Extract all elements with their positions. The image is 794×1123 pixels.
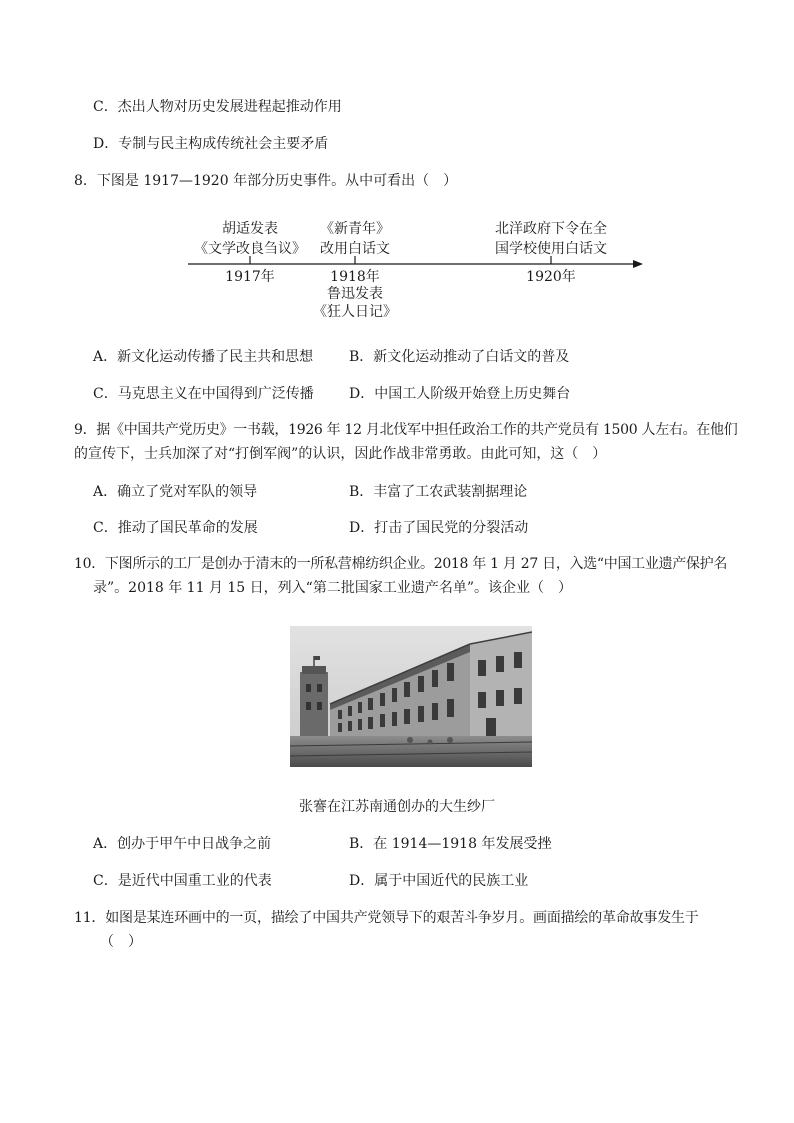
q8-option-d: D．中国工人阶级开始登上历史舞台: [349, 386, 571, 402]
q10-option-c: C．是近代中国重工业的代表: [93, 873, 272, 889]
event-xinqingnian-line2: 改用白话文: [320, 241, 390, 257]
q9-option-b: B．丰富了工农武装割据理论: [349, 484, 528, 500]
timeline-axis: [0, 0, 794, 330]
factory-photo: [290, 626, 532, 767]
q10-stem-line2: 录”。2018 年 11 月 15 日，列入“第二批国家工业遗产名单”。该企业（ ）: [93, 580, 572, 596]
year-1918-label: 1918年: [330, 269, 380, 285]
q10-stem-line1: 10．下图所示的工厂是创办于清末的一所私营棉纺织企业。2018 年 1 月 27 日，入选“中国工业遗产保护名: [74, 556, 728, 572]
q11-stem-line2: （ ）: [100, 934, 142, 950]
factory-photo-drawing: [290, 626, 532, 767]
event-hushi-line2: 《文学改良刍议》: [194, 241, 306, 257]
event-beiyang-line1: 北洋政府下令在全: [495, 221, 607, 237]
event-hushi-line1: 胡适发表: [222, 221, 278, 237]
event-xinqingnian-line1: 《新青年》: [320, 221, 390, 237]
factory-photo-caption: 张謇在江苏南通创办的大生纱厂: [299, 799, 495, 815]
q9-option-a: A．确立了党对军队的领导: [93, 484, 258, 500]
event-luxun-line1: 鲁迅发表: [327, 286, 383, 302]
q10-option-a: A．创办于甲午中日战争之前: [93, 836, 272, 852]
q9-option-d: D．打击了国民党的分裂活动: [349, 520, 529, 536]
event-beiyang-line2: 国学校使用白话文: [495, 241, 607, 257]
q11-stem-line1: 11．如图是某连环画中的一页，描绘了中国共产党领导下的艰苦斗争岁月。画面描绘的革命故事发生于: [74, 910, 699, 926]
q9-option-c: C．推动了国民革命的发展: [93, 520, 258, 536]
event-luxun-line2: 《狂人日记》: [313, 304, 397, 320]
q9-stem-line1: 9．据《中国共产党历史》一书载，1926 年 12 月北伐军中担任政治工作的共产党员有 1500 人左右。在他们: [74, 422, 738, 438]
year-1920-label: 1920年: [526, 269, 576, 285]
q9-stem-line2: 的宣传下，士兵加深了对“打倒军阀”的认识，因此作战非常勇敢。由此可知，这（ ）: [74, 446, 607, 462]
year-1917-label: 1917年: [225, 269, 275, 285]
q8-option-c: C．马克思主义在中国得到广泛传播: [93, 386, 314, 402]
q8-option-b: B．新文化运动推动了白话文的普及: [349, 349, 570, 365]
timeline-arrow-head: [633, 260, 643, 268]
q7-option-d: D．专制与民主构成传统社会主要矛盾: [93, 136, 329, 152]
q10-option-d: D．属于中国近代的民族工业: [349, 873, 529, 889]
q8-option-a: A．新文化运动传播了民主共和思想: [93, 349, 314, 365]
q8-stem: 8．下图是 1917—1920 年部分历史事件。从中可看出（ ）: [74, 173, 458, 189]
q7-option-c: C．杰出人物对历史发展进程起推动作用: [93, 99, 342, 115]
q10-option-b: B．在 1914—1918 年发展受挫: [349, 836, 552, 852]
